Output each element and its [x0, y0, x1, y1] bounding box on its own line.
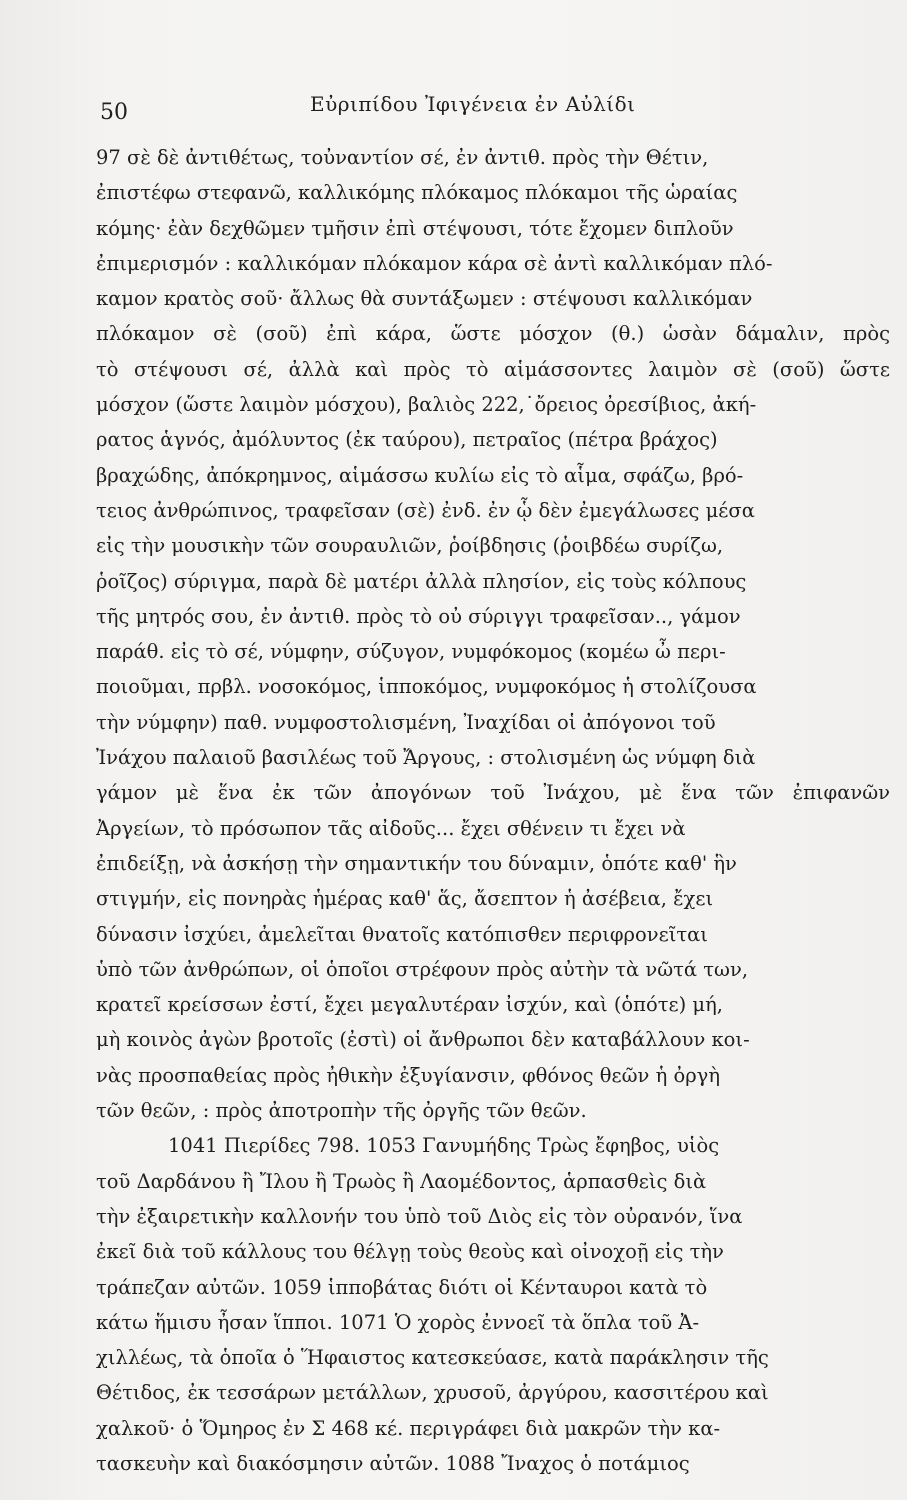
text-line: χαλκοῦ· ὁ Ὅμηρος ἐν Σ 468 κέ. περιγράφει διὰ μακρῶν τὴν κα-	[96, 1416, 721, 1440]
text-line: βραχώδης, ἀπόκρημνος, αἱμάσσω κυλίω εἰς τὸ αἷμα, σφάζω, βρό-	[96, 463, 744, 487]
text-line: νὰς προσπαθείας πρὸς ἠθικὴν ἐξυγίανσιν, φθόνος θεῶν ἡ ὀργὴ	[96, 1063, 721, 1087]
text-line: 97 σὲ δὲ ἀντιθέτως, τοὐναντίον σέ, ἐν ἀντιθ. πρὸς τὴν Θέτιν,	[96, 146, 709, 169]
text-line: κόμης· ἐὰν δεχθῶμεν τμῆσιν ἐπὶ στέψουσι, τότε ἔχομεν διπλοῦν	[96, 216, 734, 240]
text-line: 1041 Πιερίδες 798. 1053 Γανυμήδης Τρὼς ἔφηβος, υἱὸς	[168, 1134, 720, 1158]
running-title: Εὐριπίδου Ἰφιγένεια ἐν Αὐλίδι	[310, 92, 636, 116]
text-line: ἐπιδείξῃ, νὰ ἀσκήσῃ τὴν σημαντικήν του δύναμιν, ὁπότε καθ' ἣν	[96, 851, 737, 875]
text-line: καμον κρατὸς σοῦ· ἄλλως θὰ συντάξωμεν : στέψουσι καλλικόμαν	[96, 287, 753, 311]
text-line: εἰς τὴν μουσικὴν τῶν σουραυλιῶν, ῥοίβδησις (ῥοιβδέω συρίζω,	[96, 534, 724, 558]
text-line: ποιοῦμαι, πρβλ. νοσοκόμος, ἱπποκόμος, νυμφοκόμος ἡ στολίζουσα	[96, 675, 757, 699]
text-line: ἐπιστέφω στεφανῶ, καλλικόμης πλόκαμος πλόκαμοι τῆς ὡραίας	[96, 181, 738, 205]
text-line: τράπεζαν αὐτῶν. 1059 ἱπποβάτας διότι οἱ Κένταυροι κατὰ τὸ	[96, 1275, 708, 1299]
text-line: ὑπὸ τῶν ἀνθρώπων, οἱ ὁποῖοι στρέφουν πρὸς αὐτὴν τὰ νῶτά των,	[96, 957, 749, 981]
text-line: μόσχον (ὥστε λαιμὸν μόσχου), βαλιὸς 222,˙ὄρειος ὀρεσίβιος, ἀκή-	[96, 393, 757, 417]
page-number: 50	[100, 100, 128, 125]
text-line: τὴν ἐξαιρετικὴν καλλονήν του ὑπὸ τοῦ Διὸς εἰς τὸν οὐρανόν, ἵνα	[96, 1204, 743, 1228]
text-line: ἐπιμερισμόν : καλλικόμαν πλόκαμον κάρα σὲ ἀντὶ καλλικόμαν πλό-	[96, 251, 773, 275]
text-line: ἐκεῖ διὰ τοῦ κάλλους του θέλγῃ τοὺς θεοὺς καὶ οἰνοχοῇ εἰς τὴν	[96, 1240, 724, 1264]
text-line: πλόκαμον σὲ (σοῦ) ἐπὶ κάρα, ὥστε μόσχον (θ.) ὡσὰν δάμαλιν, πρὸς	[96, 322, 890, 346]
text-line: τοῦ Δαρδάνου ἢ Ἴλου ἢ Τρωὸς ἢ Λαομέδοντος, ἁρπασθεὶς διὰ	[96, 1169, 707, 1193]
text-line: τῶν θεῶν, : πρὸς ἀποτροπὴν τῆς ὀργῆς τῶν θεῶν.	[96, 1099, 587, 1123]
text-line: Ἀργείων, τὸ πρόσωπον τᾶς αἰδοῦς... ἔχει σθένειν τι ἔχει νὰ	[96, 816, 686, 840]
text-line: τειος ἀνθρώπινος, τραφεῖσαν (σὲ) ἐνδ. ἐν ᾧ δὲν ἐμεγάλωσες μέσα	[96, 498, 755, 522]
text-line: γάμον μὲ ἕνα ἐκ τῶν ἀπογόνων τοῦ Ἰνάχου, μὲ ἕνα τῶν ἐπιφανῶν	[96, 781, 890, 805]
page-header	[100, 92, 890, 132]
text-line: παράθ. εἰς τὸ σέ, νύμφην, σύζυγον, νυμφόκομος (κομέω ὦ περι-	[96, 640, 726, 664]
text-line: τῆς μητρός σου, ἐν ἀντιθ. πρὸς τὸ οὐ σύριγγι τραφεῖσαν.., γάμον	[96, 604, 741, 628]
commentary-text	[96, 140, 890, 1481]
text-line: ῥοῖζος) σύριγμα, παρὰ δὲ ματέρι ἀλλὰ πλησίον, εἰς τοὺς κόλπους	[96, 569, 747, 593]
text-line: στιγμήν, εἰς πονηρὰς ἡμέρας καθ' ἅς, ἄσεπτον ἡ ἀσέβεια, ἔχει	[96, 887, 714, 911]
text-line: κρατεῖ κρείσσων ἐστί, ἔχει μεγαλυτέραν ἰσχύν, καὶ (ὁπότε) μή,	[96, 993, 723, 1017]
text-line: μὴ κοινὸς ἀγὼν βροτοῖς (ἐστὶ) οἱ ἄνθρωποι δὲν καταβάλλουν κοι-	[96, 1028, 750, 1052]
text-line: χιλλέως, τὰ ὁποῖα ὁ Ἥφαιστος κατεσκεύασε, κατὰ παράκλησιν τῆς	[96, 1346, 769, 1370]
text-line: τασκευὴν καὶ διακόσμησιν αὐτῶν. 1088 Ἴναχος ὁ ποτάμιος	[96, 1451, 690, 1475]
text-line: Ἰνάχου παλαιοῦ βασιλέως τοῦ Ἄργους, : στολισμένη ὡς νύμφη διὰ	[96, 746, 756, 770]
text-line: Θέτιδος, ἐκ τεσσάρων μετάλλων, χρυσοῦ, ἀργύρου, κασσιτέρου καὶ	[96, 1381, 769, 1405]
text-line: ρατος ἁγνός, ἀμόλυντος (ἐκ ταύρου), πετραῖος (πέτρα βράχος)	[96, 428, 718, 452]
text-line: δύνασιν ἰσχύει, ἀμελεῖται θνατοῖς κατόπισθεν περιφρονεῖται	[96, 922, 708, 946]
text-line: τὴν νύμφην) παθ. νυμφοστολισμένη, Ἰναχίδαι οἱ ἀπόγονοι τοῦ	[96, 710, 716, 734]
text-line: τὸ στέψουσι σέ, ἀλλὰ καὶ πρὸς τὸ αἱμάσσοντες λαιμὸν σὲ (σοῦ) ὥστε	[96, 357, 890, 381]
text-line: κάτω ἥμισυ ἦσαν ἵπποι. 1071 Ὁ χορὸς ἐννοεῖ τὰ ὅπλα τοῦ Ἀ-	[96, 1310, 700, 1334]
